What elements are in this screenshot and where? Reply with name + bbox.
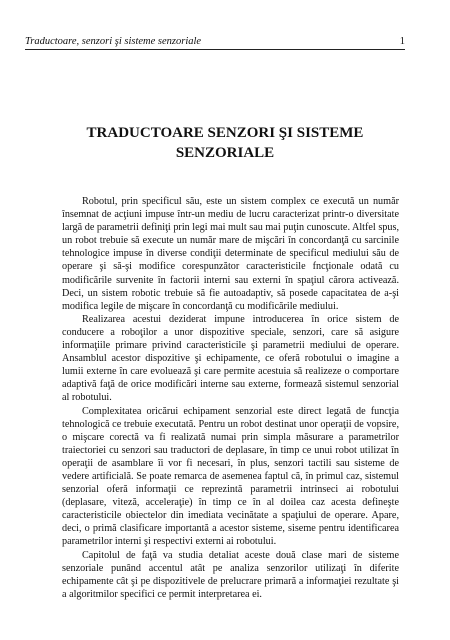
paragraph-2: Realizarea acestui deziderat impune introducerea în orice sistem de conducere a roboţilor a unor dispozitive speciale, senzori, care să asigure informaţiile primare privind caracteristicile şi parametrii mediului de operare. Ansamblul acestor dispozitive şi echipamente, ce oferă robotului o imagine a lumii externe în care evoluează şi care permite acestuia să realizeze o comportare adaptivă faţă de orice modificări interne sau externe, formează sistemul senzorial al robotului. — [62, 313, 399, 404]
paragraph-4: Capitolul de faţă va studia detaliat aceste două clase mari de sisteme senzoriale punând accentul atât pe analiza senzorilor utilizaţi în diferite echipamente cât şi pe dispozitivele de prelucrare primară a informaţiei rezultate şi a algoritmilor specifici ce permit interpretarea ei. — [62, 549, 399, 600]
chapter-title-line-1: TRADUCTOARE SENZORI ŞI SISTEME — [86, 125, 364, 141]
chapter-title-line-2: SENZORIALE — [175, 145, 275, 161]
running-header — [25, 36, 405, 50]
paragraph-1: Robotul, prin specificul său, este un sistem complex ce execută un număr însemnat de acţiuni impuse într-un mediu de lucru caracterizat printr-o diversitate largă de parametrii definiţi prin legi mai mult sau mai puţin cunoscute. Altfel spus, un robot trebuie să execute un număr mare de mişcări în concordanţă cu sarcinile tehnologice impuse în diverse condiţii determinate de specificul mediului său de operare şi să-şi modifice corespunzător caracteristicile fncţionale odată cu modificările survenite în factorii interni sau externi în spaţiul cărora activează. Deci, un sistem robotic trebuie să fie autoadaptiv, să posede capacitatea de a-şi modifica legile de mişcare în concordanţă cu modificările mediului. — [62, 196, 399, 312]
paragraph-3: Complexitatea oricărui echipament senzorial este direct legată de funcţia tehnologică ce trebuie executată. Pentru un robot destinat unor operaţii de vopsire, o mişcare corectă va fi realizată numai prin simpla măsurare a parametrilor traiectoriei cu senzori sau traductori de deplasare, în timp ce unui robot utilizat în operaţii de asamblare îi vor fi necesari, în plus, senzori tactili sau sisteme de vedere artificială. Se poate remarca de asemenea faptul că, în primul caz, sistemul senzorial oferă informaţii ce reprezintă parametrii intrinseci ai robotului (deplasare, viteză, acceleraţie) în timp ce în al doilea caz acesta defineşte caracteristicile obiectelor din imediata vecinătate a spaţiului de operare. Apare, deci, o primă clasificare importantă a acestor sisteme, siseme pentru identificarea parametrilor interni şi respectivi externi ai robotului. — [62, 405, 399, 548]
running-title: Traductoare, senzori şi sisteme senzoriale — [25, 36, 202, 47]
body-text — [62, 195, 399, 601]
chapter-title — [75, 123, 375, 163]
page-number: 1 — [399, 36, 405, 47]
